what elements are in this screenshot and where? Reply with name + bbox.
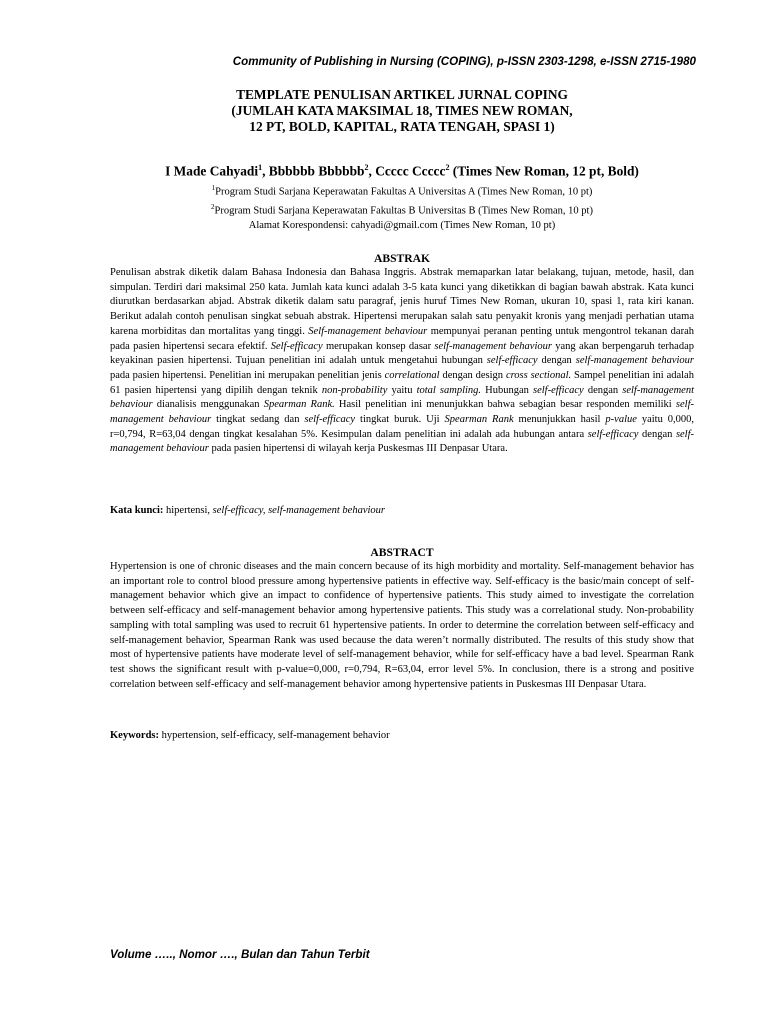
abstrak-italic: self-efficacy — [533, 384, 584, 396]
affiliation-2-text: Program Studi Sarjana Keperawatan Fakultas B Universitas B (Times New Roman, 10 pt) — [214, 205, 593, 216]
abstrak-text: yaitu — [387, 384, 417, 396]
abstrak-italic: self-efficacy — [587, 428, 639, 440]
abstrak-text: Hasil penelitian ini menunjukkan bahwa sebagian besar responden memiliki — [334, 399, 676, 411]
abstract-section — [110, 546, 694, 692]
kata-kunci — [110, 505, 694, 516]
abstrak-italic: Self-management behaviour — [308, 325, 428, 337]
abstrak-heading: ABSTRAK — [373, 252, 431, 265]
abstrak-italic: self-efficacy — [486, 355, 538, 367]
title-line-3: 12 PT, BOLD, KAPITAL, RATA TENGAH, SPASI 1) — [249, 119, 555, 134]
abstrak-text: dengan — [638, 428, 676, 440]
author-2: , Bbbbbb Bbbbbb — [262, 163, 365, 179]
abstrak-italic: p-value — [605, 414, 637, 426]
abstrak-text: Penulisan abstrak diketik dalam Bahasa Indonesia dan Bahasa Inggris. Abstrak memaparkan latar belakang, tujuan, metode, hasil, dan simpulan. Terdiri dari maksimal 250 kata. Jumlah kata kunci adalah 3-5 kata kunci yang diketikkan di bagian bawah abstrak. Kata kunci diurutkan berdasarkan abjad. Abstrak diketik dalam satu paragraf, jenis huruf Times New Roman, ukuran 10, spasi 1, rata kiri kanan. Berikut adalah contoh penulisan singkat sebuah abstrak. Hipertensi merupakan salah satu penyakit kronis yang menjadi perhatian utama karena morbiditas dan mortalitas yang tinggi. — [110, 267, 694, 337]
abstrak-text: Hubungan — [481, 384, 533, 396]
affiliation-2 — [110, 200, 694, 219]
abstrak-text: dengan — [537, 355, 576, 367]
journal-header: Community of Publishing in Nursing (COPING), p-ISSN 2303-1298, e-ISSN 2715-1980 — [232, 55, 696, 68]
abstract-heading: ABSTRACT — [370, 546, 434, 559]
abstrak-body — [110, 266, 694, 457]
kata-kunci-italic: self-efficacy, self-management behaviour — [212, 505, 385, 516]
author-1-sup: 1 — [258, 163, 263, 172]
author-note: (Times New Roman, 12 pt, Bold) — [449, 163, 639, 179]
abstrak-text: yaitu 0,000, r=0,794, R=63,04 dengan tingkat kesalahan 5%. Kesimpulan dalam penelitian ini adalah ada hubungan antara — [110, 414, 695, 440]
author-3-sup: 2 — [445, 163, 450, 172]
abstract-body: Hypertension is one of chronic diseases and the main concern because of its high morbidity and mortality. Self-management behavior has an important role to control blood pressure among hypertensive patients in effective way. Self-efficacy is the basic/main concept of self-management behavior which give an impact to confidence of hypertensive patients. This study aimed to investigate the correlation between self-efficacy and self-management behavior among hypertensive patients. This study was a correlational study. Non-probability sampling with total sampling was used to recruit 61 hypertensive patients. In order to determine the correlation between self-efficacy and self-management behavior, Spearman Rank was used because the data weren’t normally distributed. The results of this study show that most of hypertensive patients have moderate level of self-management behavior, while for self-efficacy have a bad level. Spearman Rank test shows the significant result with p-value=0,000, r=0,794, R=63,04, error level 5%. In conclusion, there is a strong and positive correlation between self-efficacy and self-management behavior among hypertensive patients in Puskesmas III Denpasar Utara. — [110, 561, 694, 690]
article-title — [110, 87, 694, 135]
page-footer: Volume ….., Nomor …., Bulan dan Tahun Terbit — [110, 948, 370, 961]
affiliation-1 — [110, 181, 694, 200]
abstrak-text: mempunyai peranan penting untuk mengontrol tekanan darah pada pasien hipertensi secara efektif. — [110, 325, 694, 352]
title-line-2: (JUMLAH KATA MAKSIMAL 18, TIMES NEW ROMAN, — [231, 103, 573, 118]
abstrak-italic: correlational — [384, 369, 440, 381]
abstrak-text: Sampel penelitian ini adalah 61 pasien hipertensi yang dipilih dengan teknik — [110, 369, 694, 396]
abstrak-italic: non-probability — [321, 384, 388, 396]
abstrak-text: tingkat buruk. Uji — [355, 414, 445, 426]
journal-page — [110, 0, 694, 1024]
keywords — [110, 730, 694, 741]
abstrak-text: dengan — [583, 384, 623, 396]
author-list — [110, 163, 694, 179]
abstrak-text: menunjukkan hasil — [513, 414, 606, 426]
abstrak-italic: cross sectional. — [505, 369, 572, 381]
affiliations — [110, 181, 694, 233]
abstrak-text: tingkat sedang dan — [211, 414, 305, 426]
abstrak-text: yang akan berpengaruh terhadap keyakinan pasien hipertensi. Tujuan penelitian ini adalah untuk mengetahui hubungan — [110, 340, 695, 367]
abstrak-text: pada pasien hipertensi di wilayah kerja Puskesmas III Denpasar Utara. — [208, 443, 508, 455]
keywords-text: hypertension, self-efficacy, self-management behavior — [159, 730, 390, 741]
affiliation-2-sup: 2 — [211, 202, 215, 211]
kata-kunci-label: Kata kunci: — [110, 505, 164, 516]
affiliation-1-text: Program Studi Sarjana Keperawatan Fakultas A Universitas A (Times New Roman, 10 pt) — [215, 186, 593, 198]
abstrak-text: merupakan konsep dasar — [322, 340, 435, 352]
abstrak-italic: self-management behaviour — [575, 355, 694, 367]
correspondence: Alamat Korespondensi: cahyadi@gmail.com (Times New Roman, 10 pt) — [248, 220, 556, 231]
abstrak-italic: self-efficacy — [304, 414, 356, 426]
kata-kunci-plain: hipertensi, — [163, 505, 213, 516]
author-1: I Made Cahyadi — [165, 163, 259, 179]
abstrak-text: dengan design — [439, 369, 506, 381]
abstrak-italic: self-management behaviour — [110, 384, 694, 411]
author-3: , Ccccc Ccccc — [368, 163, 446, 179]
abstrak-italic: Self-efficacy — [270, 340, 323, 352]
author-2-sup: 2 — [364, 163, 369, 172]
abstrak-italic: total sampling. — [416, 384, 482, 396]
title-line-1: TEMPLATE PENULISAN ARTIKEL JURNAL COPING — [236, 87, 568, 102]
affiliation-1-sup: 1 — [211, 184, 216, 192]
abstrak-italic: self-management behaviour — [110, 399, 694, 426]
abstrak-section — [110, 252, 694, 457]
abstrak-italic: Spearman Rank. — [263, 399, 335, 411]
abstrak-text: dianalisis menggunakan — [152, 399, 264, 411]
abstrak-italic: self-management behaviour — [110, 428, 695, 455]
keywords-label: Keywords: — [110, 730, 159, 741]
abstrak-text: pada pasien hipertensi. Penelitian ini merupakan penelitian jenis — [110, 369, 385, 381]
abstrak-italic: self-management behaviour — [434, 340, 552, 352]
abstrak-italic: Spearman Rank — [444, 414, 514, 426]
